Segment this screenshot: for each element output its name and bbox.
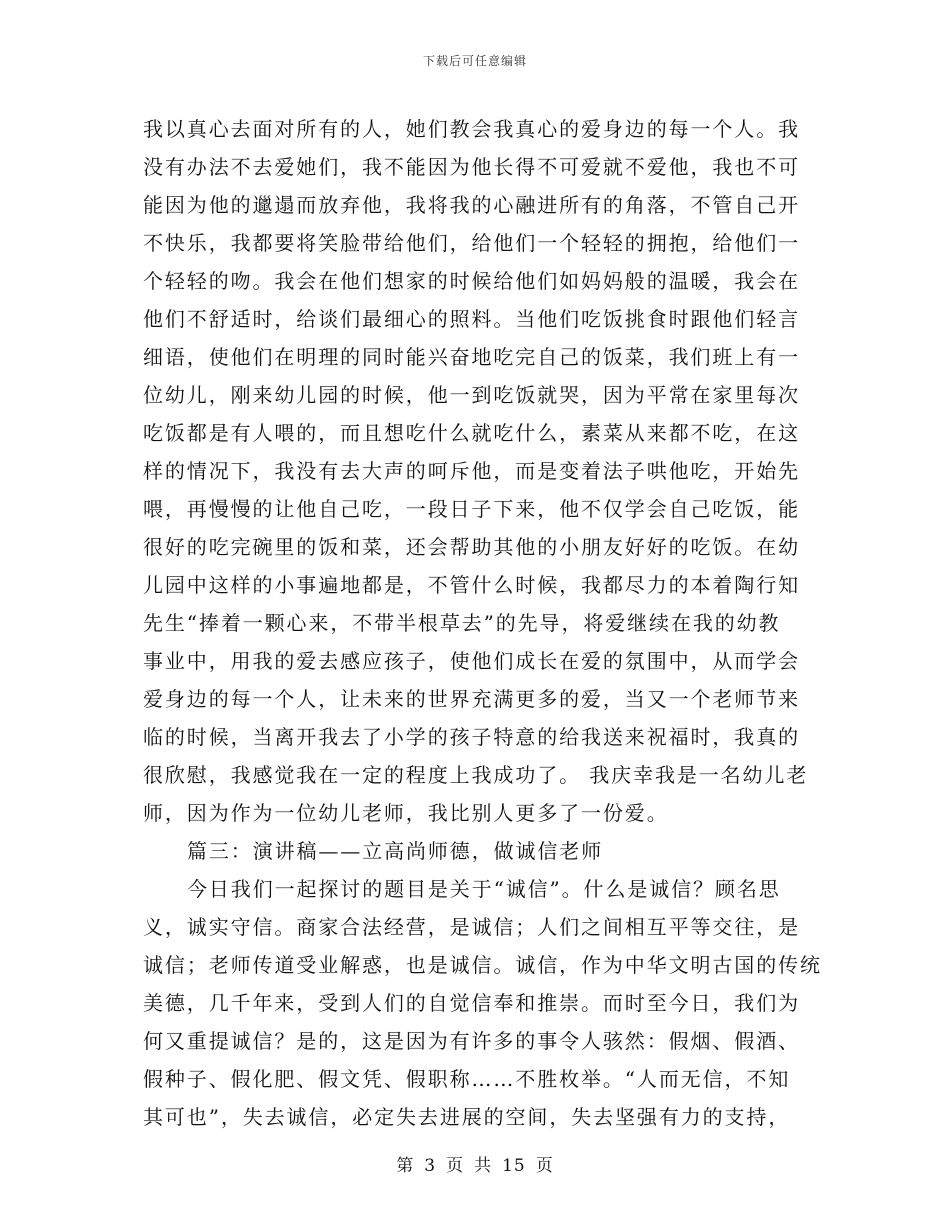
body-line: 他们不舒适时，给谈们最细心的照料。当他们吃饭挑食时跟他们轻言 [143,307,800,331]
body-line: 美德，几千年来，受到人们的自觉信奉和推崇。而时至今日，我们为 [143,991,800,1015]
body-line: 很好的吃完碗里的饭和菜，还会帮助其他的小朋友好好的吃饭。在幼 [143,535,800,559]
body-line: 个轻轻的吻。我会在他们想家的时候给他们如妈妈般的温暖，我会在 [143,269,800,293]
body-line: 没有办法不去爱她们，我不能因为他长得不可爱就不爱他，我也不可 [143,155,800,179]
footer-total-pages: 15 [502,1156,526,1176]
section-heading: 篇三：演讲稿——立高尚师德，做诚信老师 [187,839,604,863]
body-line: 诚信；老师传道受业解惑，也是诚信。诚信，作为中华文明古国的传统 [143,953,822,977]
body-line: 事业中，用我的爱去感应孩子，使他们成长在爱的氛围中，从而学会 [143,649,800,673]
body-line: 吃饭都是有人喂的，而且想吃什么就吃什么，素菜从来都不吃，在这 [143,421,800,445]
body-line: 爱身边的每一个人，让未来的世界充满更多的爱，当又一个老师节来 [143,687,800,711]
page-header: 下载后可任意编辑 [422,54,527,68]
body-line: 义，诚实守信。商家合法经营，是诚信；人们之间相互平等交往，是 [143,915,800,939]
body-line: 我以真心去面对所有的人，她们教会我真心的爱身边的每一个人。我 [143,117,800,141]
body-line: 细语，使他们在明理的同时能兴奋地吃完自己的饭菜，我们班上有一 [143,345,800,369]
footer-label-gong: 共 [474,1156,493,1176]
body-line: 临的时候，当离开我去了小学的孩子特意的给我送来祝福时，我真的 [143,725,800,749]
body-line: 假种子、假化肥、假文凭、假职称……不胜枚举。“人而无信，不知 [143,1067,791,1091]
footer-label-ye: 页 [446,1156,465,1176]
footer-label-ye2: 页 [535,1156,554,1176]
body-line: 儿园中这样的小事遍地都是，不管什么时候，我都尽力的本着陶行知 [143,573,800,597]
body-line: 样的情况下，我没有去大声的呵斥他，而是变着法子哄他吃，开始先 [143,459,800,483]
body-line: 喂，再慢慢的让他自己吃，一段日子下来，他不仅学会自己吃饭，能 [143,497,800,521]
body-line: 师，因为作为一位幼儿老师，我比别人更多了一份爱。 [143,801,669,825]
footer-label-di: 第 [396,1156,415,1176]
body-line: 其可也”，失去诚信，必定失去进展的空间，失去坚强有力的支持， [143,1105,791,1129]
body-line: 能因为他的邋遢而放弃他，我将我的心融进所有的角落，不管自己开 [143,193,800,217]
page-footer [0,1151,950,1176]
document-body [143,110,822,1136]
body-line: 先生“捧着一颗心来，不带半根草去”的先导，将爱继续在我的幼教 [143,611,781,635]
body-line: 今日我们一起探讨的题目是关于“诚信”。什么是诚信？顾名思 [187,877,781,901]
body-line: 不快乐，我都要将笑脸带给他们，给他们一个轻轻的拥抱，给他们一 [143,231,800,255]
footer-current-page: 3 [424,1156,437,1176]
body-line: 位幼儿，刚来幼儿园的时候，他一到吃饭就哭，因为平常在家里每次 [143,383,800,407]
body-line: 何又重提诚信？是的，这是因为有许多的事令人骇然：假烟、假酒、 [143,1029,800,1053]
body-line: 很欣慰，我感觉我在一定的程度上我成功了。 我庆幸我是一名幼儿老 [143,763,809,787]
